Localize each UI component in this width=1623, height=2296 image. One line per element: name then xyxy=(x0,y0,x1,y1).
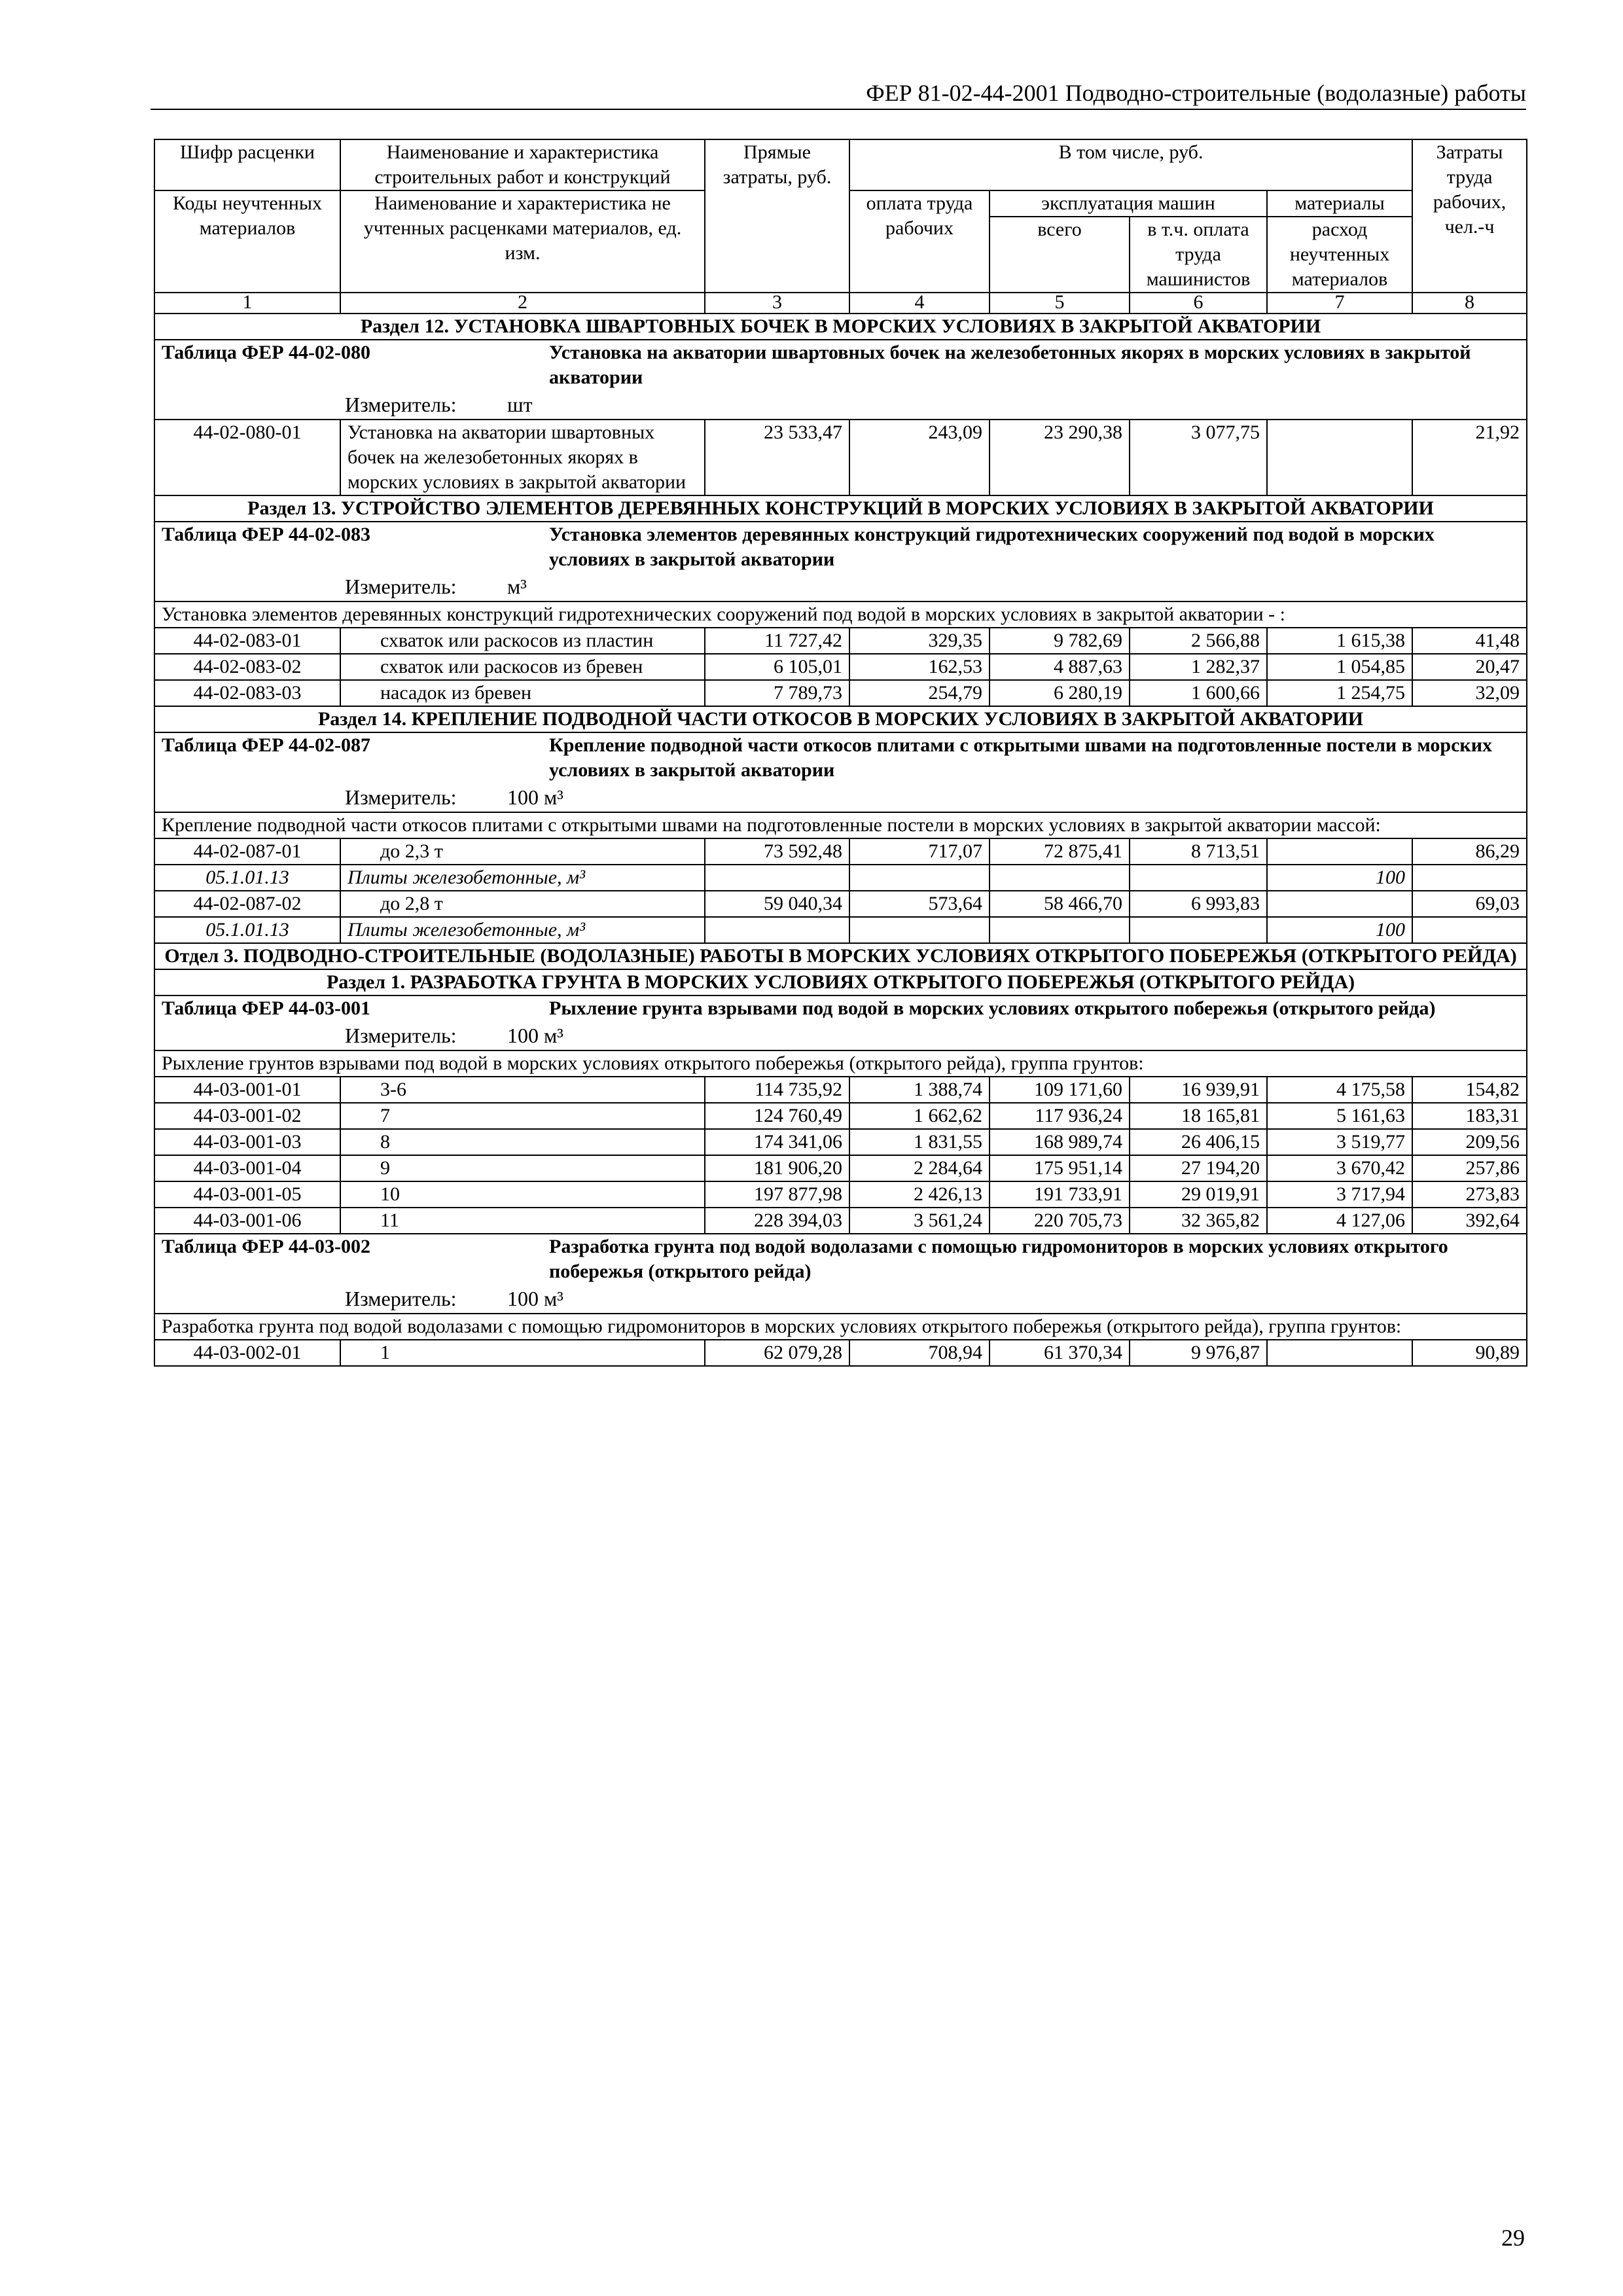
value-direct: 124 760,49 xyxy=(705,1103,849,1129)
rate-name-text: 9 xyxy=(380,1157,390,1179)
table-id: Таблица ФЕР 44-02-080 xyxy=(162,342,370,363)
value-direct: 11 727,42 xyxy=(705,628,849,654)
col-materials-sub-header: расход неучтенных материалов xyxy=(1267,217,1412,293)
empty-cell xyxy=(990,917,1130,943)
value-materials: 1 254,75 xyxy=(1267,680,1412,706)
value-machines: 191 733,91 xyxy=(990,1181,1130,1208)
rate-name xyxy=(340,680,705,706)
table-title: Установка на акватории швартовных бочек на железобетонных якорях в морских условиях в закрытой акватории xyxy=(549,342,1471,388)
table-heading-row xyxy=(154,1234,1527,1314)
table-title: Разработка грунта под водой водолазами с помощью гидромониторов в морских условиях открытого побережья (открытого рейда) xyxy=(549,1236,1448,1282)
measure-unit: 100 м³ xyxy=(507,785,563,809)
value-mach-wages: 9 976,87 xyxy=(1130,1340,1267,1366)
value-materials: 1 054,85 xyxy=(1267,654,1412,680)
value-direct: 181 906,20 xyxy=(705,1155,849,1181)
rate-name xyxy=(340,1129,705,1155)
measure-label: Измеритель: xyxy=(345,575,457,598)
value-labor: 90,89 xyxy=(1412,1340,1527,1366)
value-mach-wages: 2 566,88 xyxy=(1130,628,1267,654)
table-row xyxy=(154,1129,1527,1155)
value-mach-wages: 1 282,37 xyxy=(1130,654,1267,680)
measure-line xyxy=(345,390,1520,419)
value-machines: 168 989,74 xyxy=(990,1129,1130,1155)
measure-unit: 100 м³ xyxy=(507,1287,563,1310)
value-labor: 273,83 xyxy=(1412,1181,1527,1208)
measure-label: Измеритель: xyxy=(345,785,457,809)
material-code: 05.1.01.13 xyxy=(154,917,340,943)
table-heading-row xyxy=(154,996,1527,1050)
value-direct: 6 105,01 xyxy=(705,654,849,680)
value-wages: 708,94 xyxy=(849,1340,990,1366)
material-row xyxy=(154,917,1527,943)
value-materials: 3 717,94 xyxy=(1267,1181,1412,1208)
value-materials xyxy=(1267,420,1412,495)
value-direct: 62 079,28 xyxy=(705,1340,849,1366)
value-machines: 4 887,63 xyxy=(990,654,1130,680)
rate-name xyxy=(340,1208,705,1234)
rate-name-text: 7 xyxy=(380,1105,390,1126)
value-labor: 21,92 xyxy=(1412,420,1527,495)
measure-label: Измеритель: xyxy=(345,1287,457,1310)
value-machines: 220 705,73 xyxy=(990,1208,1130,1234)
empty-cell xyxy=(849,917,990,943)
rate-name-text: Установка на акватории швартовных бочек на железобетонных якорях в морских условиях в закрытой акватории xyxy=(348,422,687,493)
table-title: Установка элементов деревянных конструкций гидротехнических сооружений под водой в морских условиях в закрытой акватории xyxy=(549,524,1435,570)
table-row xyxy=(154,680,1527,706)
table-row xyxy=(154,1077,1527,1103)
rate-name xyxy=(340,1181,705,1208)
value-mach-wages: 1 600,66 xyxy=(1130,680,1267,706)
col-machines-header: эксплуатация машин xyxy=(990,190,1267,217)
rate-name-text: насадок из бревен xyxy=(380,682,532,704)
section-heading-row xyxy=(154,314,1527,340)
col-machines-total-header: всего xyxy=(990,217,1130,293)
section-heading-row xyxy=(154,706,1527,732)
table-row xyxy=(154,654,1527,680)
value-wages: 162,53 xyxy=(849,654,990,680)
value-materials: 3 670,42 xyxy=(1267,1155,1412,1181)
rate-name xyxy=(340,654,705,680)
table-heading xyxy=(154,732,1527,812)
table-id: Таблица ФЕР 44-03-002 xyxy=(162,1236,370,1257)
value-wages: 2 426,13 xyxy=(849,1181,990,1208)
rate-code: 44-02-087-01 xyxy=(154,838,340,865)
intro-row xyxy=(154,812,1527,838)
column-number: 3 xyxy=(705,293,849,314)
table-heading xyxy=(154,1234,1527,1314)
col-incl-header: В том числе, руб. xyxy=(849,139,1412,190)
empty-cell xyxy=(990,865,1130,891)
table-heading-wrap xyxy=(162,1234,1520,1284)
rate-name-text: схваток или раскосов из бревен xyxy=(380,656,643,677)
value-wages: 3 561,24 xyxy=(849,1208,990,1234)
rate-code: 44-03-001-04 xyxy=(154,1155,340,1181)
empty-cell xyxy=(1412,865,1527,891)
rate-name-text: 3-6 xyxy=(380,1079,406,1100)
table-intro: Установка элементов деревянных конструкций гидротехнических сооружений под водой в морских условиях в закрытой акватории - : xyxy=(154,601,1527,628)
table-heading-wrap xyxy=(162,522,1520,572)
value-direct: 174 341,06 xyxy=(705,1129,849,1155)
empty-cell xyxy=(705,917,849,943)
value-materials xyxy=(1267,891,1412,917)
rate-name-text: до 2,8 т xyxy=(380,893,443,914)
rate-name xyxy=(340,628,705,654)
rate-name xyxy=(340,838,705,865)
empty-cell xyxy=(705,865,849,891)
value-wages: 1 662,62 xyxy=(849,1103,990,1129)
value-direct: 59 040,34 xyxy=(705,891,849,917)
header-rule xyxy=(151,109,1526,110)
material-name: Плиты железобетонные, м³ xyxy=(340,865,705,891)
column-number: 1 xyxy=(154,293,340,314)
value-machines: 58 466,70 xyxy=(990,891,1130,917)
value-mach-wages: 32 365,82 xyxy=(1130,1208,1267,1234)
column-number: 7 xyxy=(1267,293,1412,314)
value-machines: 61 370,34 xyxy=(990,1340,1130,1366)
column-number: 4 xyxy=(849,293,990,314)
section-heading: Раздел 13. УСТРОЙСТВО ЭЛЕМЕНТОВ ДЕРЕВЯННЫХ КОНСТРУКЦИЙ В МОРСКИХ УСЛОВИЯХ В ЗАКРЫТОЙ АКВАТОРИИ xyxy=(154,495,1527,522)
material-name: Плиты железобетонные, м³ xyxy=(340,917,705,943)
rate-name xyxy=(340,891,705,917)
value-labor: 69,03 xyxy=(1412,891,1527,917)
value-labor: 392,64 xyxy=(1412,1208,1527,1234)
table-id: Таблица ФЕР 44-03-001 xyxy=(162,997,370,1019)
intro-row xyxy=(154,1314,1527,1340)
section-heading: Отдел 3. ПОДВОДНО-СТРОИТЕЛЬНЫЕ (ВОДОЛАЗНЫЕ) РАБОТЫ В МОРСКИХ УСЛОВИЯХ ОТКРЫТОГО ПОБЕРЕЖЬЯ (ОТКРЫТОГО РЕЙДА) xyxy=(154,943,1527,969)
intro-row xyxy=(154,1050,1527,1077)
value-machines: 117 936,24 xyxy=(990,1103,1130,1129)
material-qty: 100 xyxy=(1267,865,1412,891)
column-number: 5 xyxy=(990,293,1130,314)
table-heading-wrap xyxy=(162,996,1520,1021)
table-heading-row xyxy=(154,340,1527,420)
rate-code: 44-03-001-05 xyxy=(154,1181,340,1208)
table-heading xyxy=(154,996,1527,1050)
col-direct-header: Прямые затраты, руб. xyxy=(705,139,849,293)
table-row xyxy=(154,1340,1527,1366)
value-direct: 114 735,92 xyxy=(705,1077,849,1103)
value-mach-wages: 6 993,83 xyxy=(1130,891,1267,917)
table-title: Крепление подводной части откосов плитами с открытыми швами на подготовленные постели в морских условиях в закрытой акватории xyxy=(549,734,1492,781)
rate-code: 44-02-083-03 xyxy=(154,680,340,706)
value-machines: 23 290,38 xyxy=(990,420,1130,495)
rates-table xyxy=(154,139,1527,1367)
section-heading-row xyxy=(154,495,1527,522)
column-number: 6 xyxy=(1130,293,1267,314)
rate-code: 44-02-080-01 xyxy=(154,420,340,495)
table-row xyxy=(154,628,1527,654)
measure-label: Измеритель: xyxy=(345,393,457,416)
value-direct: 73 592,48 xyxy=(705,838,849,865)
rate-name-text: до 2,3 т xyxy=(380,840,443,862)
value-machines: 72 875,41 xyxy=(990,838,1130,865)
col-material-name-header: Наименование и характеристика не учтенных расценками материалов, ед. изм. xyxy=(340,190,705,293)
value-machines: 6 280,19 xyxy=(990,680,1130,706)
column-number: 2 xyxy=(340,293,705,314)
value-machines: 109 171,60 xyxy=(990,1077,1130,1103)
col-material-code-header: Коды неучтенных материалов xyxy=(154,190,340,293)
table-row xyxy=(154,1208,1527,1234)
value-mach-wages: 27 194,20 xyxy=(1130,1155,1267,1181)
col-wages-header: оплата труда рабочих xyxy=(849,190,990,293)
table-row xyxy=(154,420,1527,495)
material-qty: 100 xyxy=(1267,917,1412,943)
rate-name-text: 10 xyxy=(380,1183,400,1205)
table-row xyxy=(154,891,1527,917)
value-materials: 1 615,38 xyxy=(1267,628,1412,654)
rate-name-text: 11 xyxy=(380,1210,399,1231)
value-mach-wages: 16 939,91 xyxy=(1130,1077,1267,1103)
rate-code: 44-03-001-06 xyxy=(154,1208,340,1234)
measure-unit: м³ xyxy=(507,575,527,598)
table-id: Таблица ФЕР 44-02-083 xyxy=(162,524,370,545)
col-name-header: Наименование и характеристика строительных работ и конструкций xyxy=(340,139,705,190)
column-number: 8 xyxy=(1412,293,1527,314)
measure-label: Измеритель: xyxy=(345,1024,457,1047)
measure-line xyxy=(345,1284,1520,1313)
table-id: Таблица ФЕР 44-02-087 xyxy=(162,734,370,756)
rate-code: 44-03-001-02 xyxy=(154,1103,340,1129)
measure-unit: шт xyxy=(507,393,533,416)
rate-name xyxy=(340,1103,705,1129)
rate-code: 44-02-087-02 xyxy=(154,891,340,917)
value-wages: 2 284,64 xyxy=(849,1155,990,1181)
value-direct: 228 394,03 xyxy=(705,1208,849,1234)
value-labor: 32,09 xyxy=(1412,680,1527,706)
col-code-header: Шифр расценки xyxy=(154,139,340,190)
value-labor: 209,56 xyxy=(1412,1129,1527,1155)
rate-code: 44-03-001-01 xyxy=(154,1077,340,1103)
col-labor-header: Затраты труда рабочих, чел.-ч xyxy=(1412,139,1527,293)
value-wages: 1 831,55 xyxy=(849,1129,990,1155)
value-labor: 183,31 xyxy=(1412,1103,1527,1129)
value-direct: 7 789,73 xyxy=(705,680,849,706)
section-heading: Раздел 14. КРЕПЛЕНИЕ ПОДВОДНОЙ ЧАСТИ ОТКОСОВ В МОРСКИХ УСЛОВИЯХ В ЗАКРЫТОЙ АКВАТОРИИ xyxy=(154,706,1527,732)
table-row xyxy=(154,1155,1527,1181)
value-wages: 717,07 xyxy=(849,838,990,865)
table-heading xyxy=(154,522,1527,601)
empty-cell xyxy=(849,865,990,891)
value-mach-wages: 29 019,91 xyxy=(1130,1181,1267,1208)
table-row xyxy=(154,1181,1527,1208)
rate-name xyxy=(340,1155,705,1181)
rate-name xyxy=(340,420,705,495)
measure-unit: 100 м³ xyxy=(507,1024,563,1047)
value-machines: 9 782,69 xyxy=(990,628,1130,654)
value-wages: 1 388,74 xyxy=(849,1077,990,1103)
table-row xyxy=(154,1103,1527,1129)
value-labor: 257,86 xyxy=(1412,1155,1527,1181)
table-heading-wrap xyxy=(162,340,1520,390)
running-header: ФЕР 81-02-44-2001 Подводно-строительные (водолазные) работы xyxy=(866,80,1526,106)
value-materials: 4 127,06 xyxy=(1267,1208,1412,1234)
table-row xyxy=(154,838,1527,865)
section-heading: Раздел 1. РАЗРАБОТКА ГРУНТА В МОРСКИХ УСЛОВИЯХ ОТКРЫТОГО ПОБЕРЕЖЬЯ (ОТКРЫТОГО РЕЙДА) xyxy=(154,969,1527,996)
material-row xyxy=(154,865,1527,891)
table-heading-row xyxy=(154,732,1527,812)
value-wages: 243,09 xyxy=(849,420,990,495)
rate-name xyxy=(340,1077,705,1103)
value-materials: 3 519,77 xyxy=(1267,1129,1412,1155)
intro-row xyxy=(154,601,1527,628)
page-number: 29 xyxy=(1501,2225,1525,2251)
value-direct: 23 533,47 xyxy=(705,420,849,495)
value-labor: 154,82 xyxy=(1412,1077,1527,1103)
table-heading-wrap xyxy=(162,733,1520,783)
table-intro: Крепление подводной части откосов плитами с открытыми швами на подготовленные постели в морских условиях в закрытой акватории массой: xyxy=(154,812,1527,838)
value-wages: 329,35 xyxy=(849,628,990,654)
value-wages: 573,64 xyxy=(849,891,990,917)
value-mach-wages: 26 406,15 xyxy=(1130,1129,1267,1155)
table-title: Рыхление грунта взрывами под водой в морских условиях открытого побережья (открытого рейда) xyxy=(549,997,1436,1019)
col-materials-header: материалы xyxy=(1267,190,1412,217)
measure-line xyxy=(345,783,1520,812)
value-wages: 254,79 xyxy=(849,680,990,706)
section-heading-row xyxy=(154,969,1527,996)
rate-code: 44-02-083-02 xyxy=(154,654,340,680)
rate-code: 44-03-002-01 xyxy=(154,1340,340,1366)
empty-cell xyxy=(1130,865,1267,891)
value-materials xyxy=(1267,1340,1412,1366)
empty-cell xyxy=(1130,917,1267,943)
value-materials xyxy=(1267,838,1412,865)
table-heading xyxy=(154,340,1527,420)
material-code: 05.1.01.13 xyxy=(154,865,340,891)
value-labor: 86,29 xyxy=(1412,838,1527,865)
rate-code: 44-03-001-03 xyxy=(154,1129,340,1155)
value-mach-wages: 8 713,51 xyxy=(1130,838,1267,865)
table-intro: Разработка грунта под водой водолазами с помощью гидромониторов в морских условиях открытого побережья (открытого рейда), группа грунтов: xyxy=(154,1314,1527,1340)
value-labor: 20,47 xyxy=(1412,654,1527,680)
table-intro: Рыхление грунтов взрывами под водой в морских условиях открытого побережья (открытого рейда), группа грунтов: xyxy=(154,1050,1527,1077)
rate-name-text: схваток или раскосов из пластин xyxy=(380,630,654,651)
value-materials: 5 161,63 xyxy=(1267,1103,1412,1129)
empty-cell xyxy=(1412,917,1527,943)
rate-name-text: 8 xyxy=(380,1131,390,1153)
section-heading: Раздел 12. УСТАНОВКА ШВАРТОВНЫХ БОЧЕК В МОРСКИХ УСЛОВИЯХ В ЗАКРЫТОЙ АКВАТОРИИ xyxy=(154,314,1527,340)
value-labor: 41,48 xyxy=(1412,628,1527,654)
table-heading-row xyxy=(154,522,1527,601)
rate-code: 44-02-083-01 xyxy=(154,628,340,654)
value-direct: 197 877,98 xyxy=(705,1181,849,1208)
value-mach-wages: 18 165,81 xyxy=(1130,1103,1267,1129)
measure-line xyxy=(345,572,1520,601)
rate-name xyxy=(340,1340,705,1366)
measure-line xyxy=(345,1021,1520,1050)
rate-name-text: 1 xyxy=(380,1342,390,1363)
col-machines-wages-header: в т.ч. оплата труда машинистов xyxy=(1130,217,1267,293)
value-materials: 4 175,58 xyxy=(1267,1077,1412,1103)
value-machines: 175 951,14 xyxy=(990,1155,1130,1181)
section-heading-row xyxy=(154,943,1527,969)
value-mach-wages: 3 077,75 xyxy=(1130,420,1267,495)
